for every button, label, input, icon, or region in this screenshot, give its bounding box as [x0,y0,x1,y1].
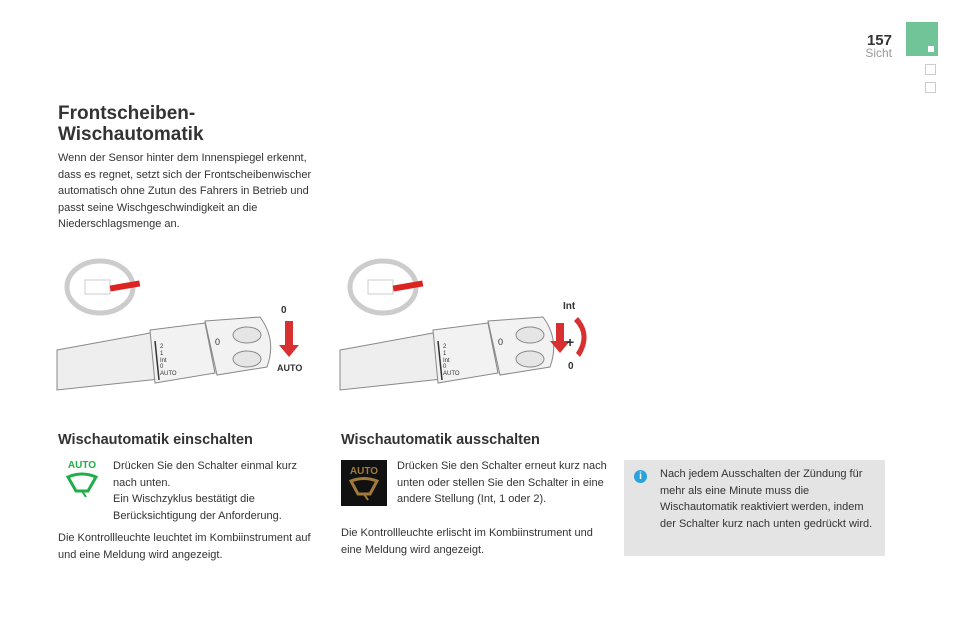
section-heading-on: Wischautomatik einschalten [58,432,253,448]
section-name: Sicht [865,46,892,60]
arrow-curved-icon [574,317,587,357]
chapter-tab[interactable] [906,22,938,56]
stalk-label: 0 [443,364,447,370]
stalk-label: 1 [443,351,447,357]
position-label-bottom: AUTO [277,363,303,373]
chapter-marker[interactable] [925,64,936,75]
icon-label: AUTO [349,466,379,477]
section-off-text: Drücken Sie den Schalter erneut kurz nach unten oder stellen Sie den Schalter in eine andere Stellung (Int, 1 oder 2). [397,460,607,505]
plus-label: + [566,334,575,350]
stalk-label: 1 [160,351,164,357]
wiper-stalk-figure-2 [338,255,598,400]
chapter-marker[interactable] [925,82,936,93]
page-title: Frontscheiben- Wischautomatik [58,103,204,145]
section-heading-off: Wischautomatik ausschalten [341,432,540,448]
steering-wheel-icon [350,261,423,313]
stalk-label: 2 [160,344,164,350]
auto-wiper-off-icon [341,460,387,506]
icon-label: AUTO [67,460,97,471]
section-on-note: Die Kontrollleuchte leuchtet im Kombiinstrument auf und eine Meldung wird angezeigt. [58,532,311,561]
wiper-stalk-figure-1 [55,255,315,400]
info-icon: i [634,470,647,483]
position-label-bottom: 0 [568,361,574,372]
stalk-label: AUTO [443,371,460,377]
ring-label: 0 [215,337,221,347]
intro-text: Wenn der Sensor hinter dem Innenspiegel erkennt, dass es regnet, setzt sich der Frontscheibenwischer automatisch ohne Zutun des Fahrers in Betrieb und passt seine Wischgeschwindigkeit an die Niederschlagsmenge an. [58,152,312,230]
section-off-note: Die Kontrollleuchte erlischt im Kombiinstrument und eine Meldung wird angezeigt. [341,527,593,556]
stalk-label: Int [443,358,450,364]
stalk-label: 2 [443,344,447,350]
page-number: 157 [866,32,892,49]
ring-label: 0 [498,337,504,347]
position-label-top: Int [563,301,576,312]
steering-wheel-icon [67,261,140,313]
info-text: Nach jedem Ausschalten der Zündung für mehr als eine Minute muss die Wischautomatik reaktiviert werden, indem der Schalter kurz nach unten gedrückt wird. [660,468,873,530]
stalk-label: AUTO [160,371,177,377]
section-on-text: Drücken Sie den Schalter einmal kurz nach unten. Ein Wischzyklus bestätigt die Berücksichtigung der Anforderung. [113,460,298,522]
info-box [624,460,885,556]
stalk-label: Int [160,358,167,364]
position-label-top: 0 [281,305,287,316]
stalk-label: 0 [160,364,164,370]
arrow-down-icon [279,321,299,357]
auto-wiper-green-icon [62,460,102,502]
